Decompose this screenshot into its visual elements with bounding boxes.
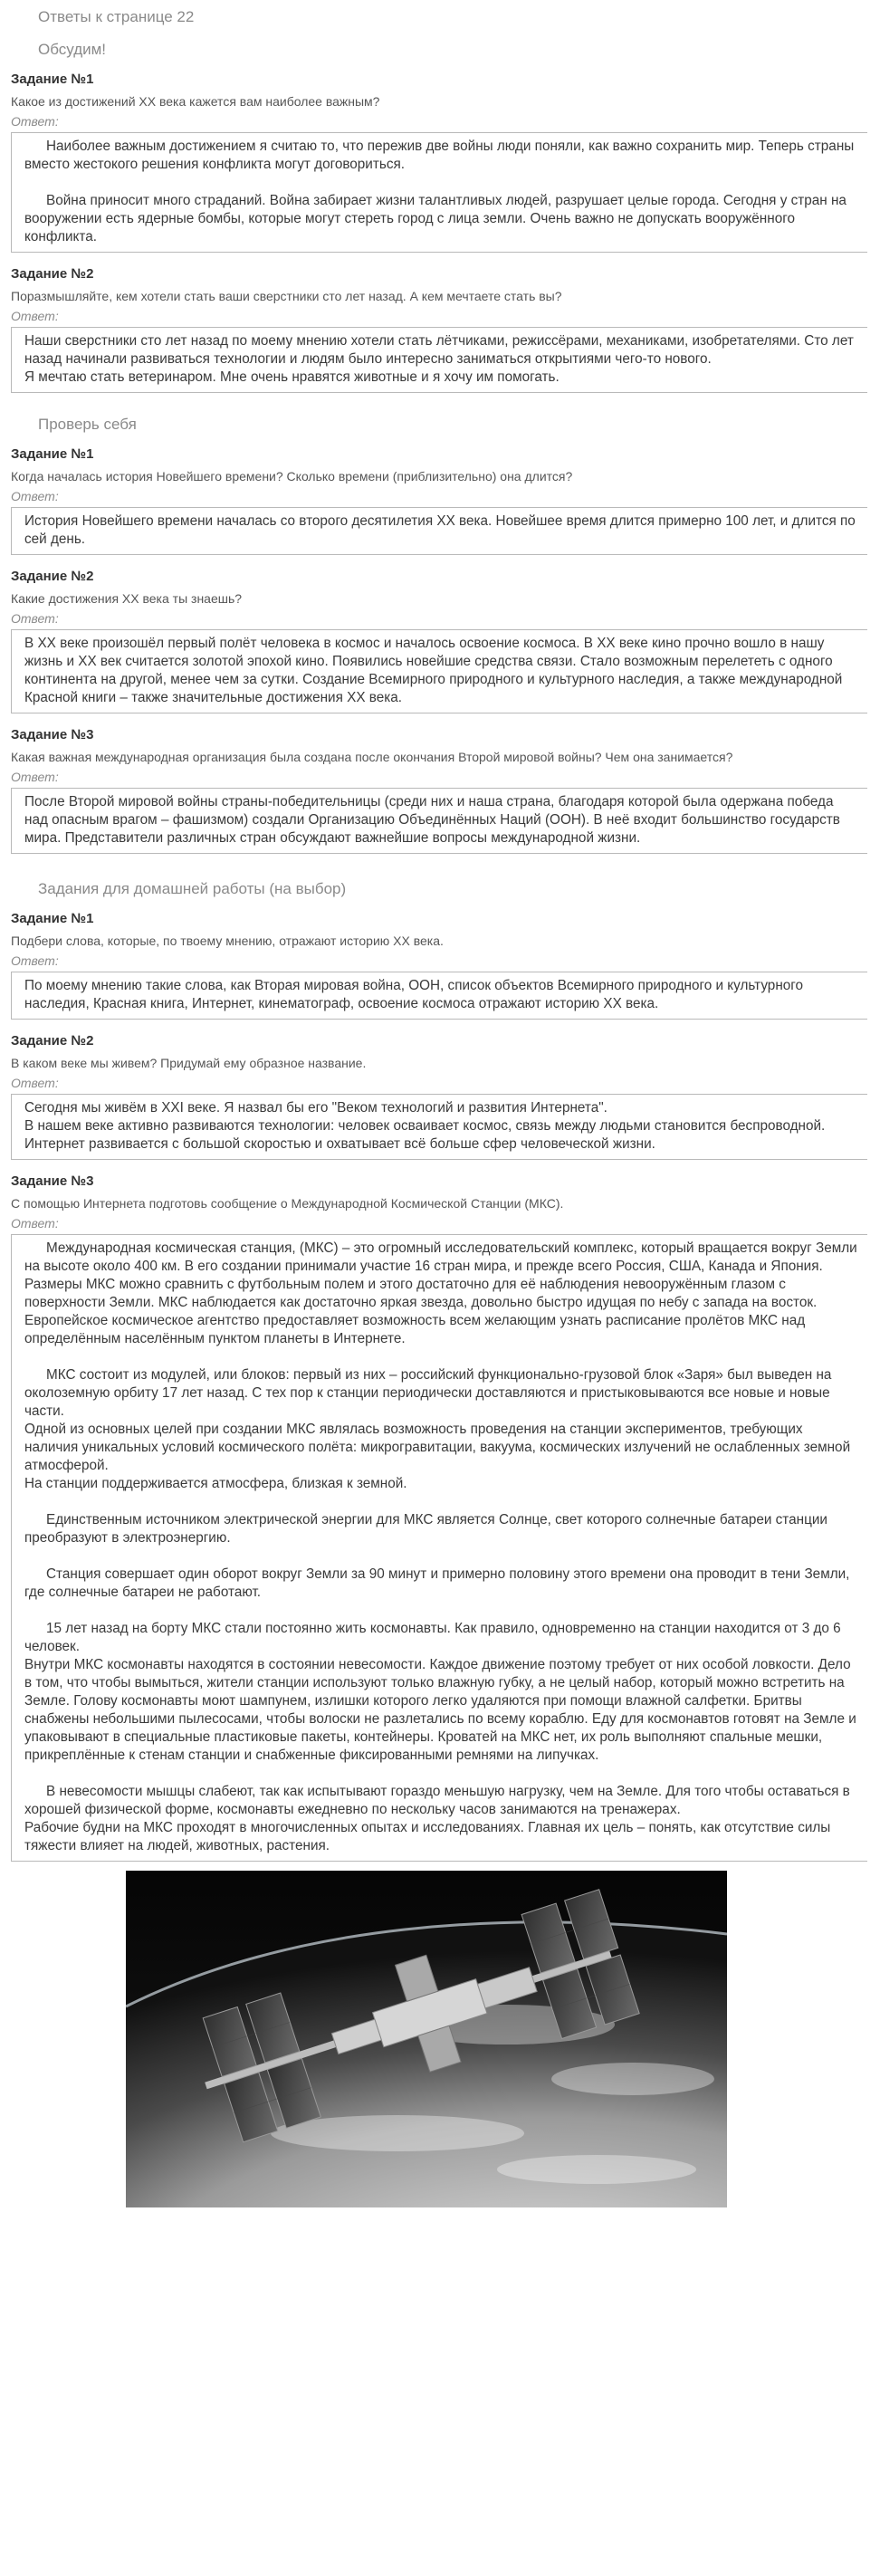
answer-paragraph: 15 лет назад на борту МКС стали постоянно жить космонавты. Как правило, одновременно на станции находится от 3 до 6 человек. bbox=[24, 1621, 841, 1654]
answer-label: Ответ: bbox=[11, 1076, 59, 1090]
answer-label: Ответ: bbox=[11, 770, 59, 784]
answer-paragraph: После Второй мировой войны страны-победительницы (среди них и наша страна, благодаря которой была одержана победа над опасным врагом – фашизмом) создали Организацию Объединённых Наций (ООН). В неё входит большинство государств мира. Представители различных стран обсуждают важнейшие вопросы международной жизни. bbox=[24, 794, 840, 846]
answer-paragraph: Станция совершает один оборот вокруг Земли за 90 минут и примерно половину этого времени она проводит в тени Земли, где солнечные батареи не работают. bbox=[24, 1566, 850, 1600]
answer-paragraph: Одной из основных целей при создании МКС являлась возможность проведения на станции экспериментов, требующих наличия уникальных условий космического полёта: микрогравитации, вакуума, космических излучений не ослабленных земной атмосферой. bbox=[24, 1422, 851, 1473]
task-homework-1 bbox=[11, 910, 867, 1020]
answer-paragraph: Наши сверстники сто лет назад по моему мнению хотели стать лётчиками, режиссёрами, механиками, изобретателями. Сто лет назад начинали развиваться технологии и людям было интересно заниматься открытиями чего-то нового. bbox=[24, 333, 854, 367]
answer-label: Ответ: bbox=[11, 611, 59, 626]
answer-label: Ответ: bbox=[11, 1216, 59, 1231]
task-question: Подбери слова, которые, по твоему мнению, отражают историю XX века. bbox=[11, 934, 444, 948]
answer-paragraph: История Новейшего времени началась со второго десятилетия XX века. Новейшее время длится примерно 100 лет, и длится по сей день. bbox=[24, 513, 856, 547]
task-label: Задание №2 bbox=[11, 266, 94, 282]
answer-paragraph: Война приносит много страданий. Война забирает жизни талантливых людей, разрушает целые города. Сегодня у стран на вооружении есть ядерные бомбы, которые могут стереть город с лица земли. Очень важно не допускать вооружённого конфликта. bbox=[24, 193, 847, 244]
answer-label: Ответ: bbox=[11, 953, 59, 968]
task-label: Задание №1 bbox=[11, 72, 94, 87]
answer-paragraph: Единственным источником электрической энергии для МКС является Солнце, свет которого солнечные батареи станции преобразуют в электроэнергию. bbox=[24, 1512, 827, 1546]
answer-block bbox=[11, 132, 867, 253]
answer-paragraph: Международная космическая станция, (МКС) – это огромный исследовательский комплекс, который вращается вокруг Земли на высоте около 400 км. В его создании принимали участие 16 стран мира, и прежде всего Россия, США, Канада и Япония. bbox=[24, 1240, 857, 1274]
answer-paragraph: Размеры МКС можно сравнить с футбольным полем и этого достаточно для её наблюдения невооружённым глазом с поверхности Земли. МКС наблюдается как достаточно яркая звезда, довольно быстро идущая по небу с запада на восток. Европейское космическое агентство предоставляет возможность всем желающим узнать расписание пролётов МКС над определённым населённым пунктом планеты в Интернете. bbox=[24, 1277, 818, 1346]
section-title-discuss: Обсудим! bbox=[38, 41, 107, 58]
task-question: Какое из достижений XX века кажется вам наиболее важным? bbox=[11, 94, 380, 109]
task-homework-2 bbox=[11, 1032, 867, 1160]
task-question: Какая важная международная организация была создана после окончания Второй мировой войны? Чем она занимается? bbox=[11, 750, 733, 764]
task-discuss-2 bbox=[11, 265, 867, 393]
answer-paragraph: МКС состоит из модулей, или блоков: первый из них – российский функционально-грузовой блок «Заря» был выведен на околоземную орбиту 17 лет назад. С тех пор к станции периодически доставляются и пристыковываются все новые и новые части. bbox=[24, 1367, 832, 1419]
answer-paragraph: Наиболее важным достижением я считаю то, что пережив две войны люди поняли, как важно сохранить мир. Теперь страны вместо жестокого решения конфликта могут договориться. bbox=[24, 139, 855, 172]
task-label: Задание №2 bbox=[11, 1033, 94, 1049]
answer-paragraph: В невесомости мышцы слабеют, так как испытывают гораздо меньшую нагрузку, чем на Земле. Для того чтобы оставаться в хорошей физической форме, космонавты ежедневно по нескольку часов занимаются на тренажерах. bbox=[24, 1784, 850, 1817]
answer-block bbox=[11, 1234, 867, 1862]
answer-block bbox=[11, 327, 867, 393]
answer-paragraph: Я мечтаю стать ветеринаром. Мне очень нравятся животные и я хочу им помогать. bbox=[24, 369, 560, 385]
answer-paragraph: По моему мнению такие слова, как Вторая мировая война, ООН, список объектов Всемирного природного и культурного наследия, Красная книга, Интернет, кинематограф, освоение космоса отражают историю XX века. bbox=[24, 978, 804, 1011]
answer-block bbox=[11, 629, 867, 713]
iss-photo-illustration bbox=[126, 1871, 727, 2207]
answer-label: Ответ: bbox=[11, 489, 59, 503]
section-title-homework: Задания для домашней работы (на выбор) bbox=[38, 880, 347, 897]
answer-paragraph: Сегодня мы живём в XXI веке. Я назвал бы его "Веком технологий и развития Интернета". bbox=[24, 1100, 607, 1116]
answer-paragraph: В XX веке произошёл первый полёт человека в космос и началось освоение космоса. В XX веке кино прочно вошло в нашу жизнь и XX век считается золотой эпохой кино. Появились новейшие средства связи. Стало возможным перелететь с одного континента на другой, менее чем за сутки. Создание Всемирного природного и культурного наследия, а также международной Красной книги – также значительные достижения XX века. bbox=[24, 636, 843, 705]
task-label: Задание №2 bbox=[11, 569, 94, 584]
task-discuss-1 bbox=[11, 71, 867, 253]
task-question: С помощью Интернета подготовь сообщение о Международной Космической Станции (МКС). bbox=[11, 1196, 564, 1211]
task-question: Какие достижения XX века ты знаешь? bbox=[11, 591, 243, 606]
answer-paragraph: Рабочие будни на МКС проходят в многочисленных опытах и исследованиях. Главная их цель – понять, как отсутствие силы тяжести влияет на людей, животных, растения. bbox=[24, 1820, 831, 1853]
iss-photo bbox=[126, 1871, 727, 2207]
answer-paragraph: На станции поддерживается атмосфера, близкая к земной. bbox=[24, 1476, 407, 1491]
task-question: В каком веке мы живем? Придумай ему образное название. bbox=[11, 1056, 367, 1070]
task-label: Задание №3 bbox=[11, 1173, 94, 1189]
answer-block bbox=[11, 788, 867, 854]
answer-block bbox=[11, 972, 867, 1020]
task-label: Задание №1 bbox=[11, 911, 94, 926]
answer-label: Ответ: bbox=[11, 114, 59, 129]
answer-block bbox=[11, 507, 867, 555]
page-title: Ответы к странице 22 bbox=[38, 8, 195, 25]
answer-paragraph: Внутри МКС космонавты находятся в состоянии невесомости. Каждое движение поэтому требует от них особой ловкости. Дело в том, что чтобы вымыться, жители станции используют только влажную губку, а не целый набор, который можно встретить на Земле. Голову космонавты моют шампунем, излишки которого легко удаляются при помощи влажной салфетки. Бритвы снабжены небольшими пылесосами, чтобы волоски не разлетались по всему кораблю. Еду для космонавтов готовят на Земле и упаковывают в специальные пластиковые пакеты, контейнеры. Кроватей на МКС нет, их роль выполняют спальные мешки, прикреплённые к стенам станции и снабженные фиксированными ремнями на липучках. bbox=[24, 1657, 856, 1763]
task-check-2 bbox=[11, 568, 867, 713]
task-homework-3 bbox=[11, 1173, 867, 1862]
section-title-check: Проверь себя bbox=[38, 416, 137, 433]
task-label: Задание №1 bbox=[11, 446, 94, 462]
answer-block bbox=[11, 1094, 867, 1160]
task-check-1 bbox=[11, 445, 867, 555]
task-label: Задание №3 bbox=[11, 727, 94, 742]
answer-paragraph: В нашем веке активно развиваются технологии: человек осваивает космос, связь между людьми становится беспроводной. Интернет развивается с большой скоростью и охватывает всё больше сфер человеческой жизни. bbox=[24, 1118, 826, 1152]
answer-label: Ответ: bbox=[11, 309, 59, 323]
task-check-3 bbox=[11, 726, 867, 854]
task-question: Поразмышляйте, кем хотели стать ваши сверстники сто лет назад. А кем мечтаете стать вы? bbox=[11, 289, 562, 303]
task-question: Когда началась история Новейшего времени? Сколько времени (приблизительно) она длится? bbox=[11, 469, 573, 484]
